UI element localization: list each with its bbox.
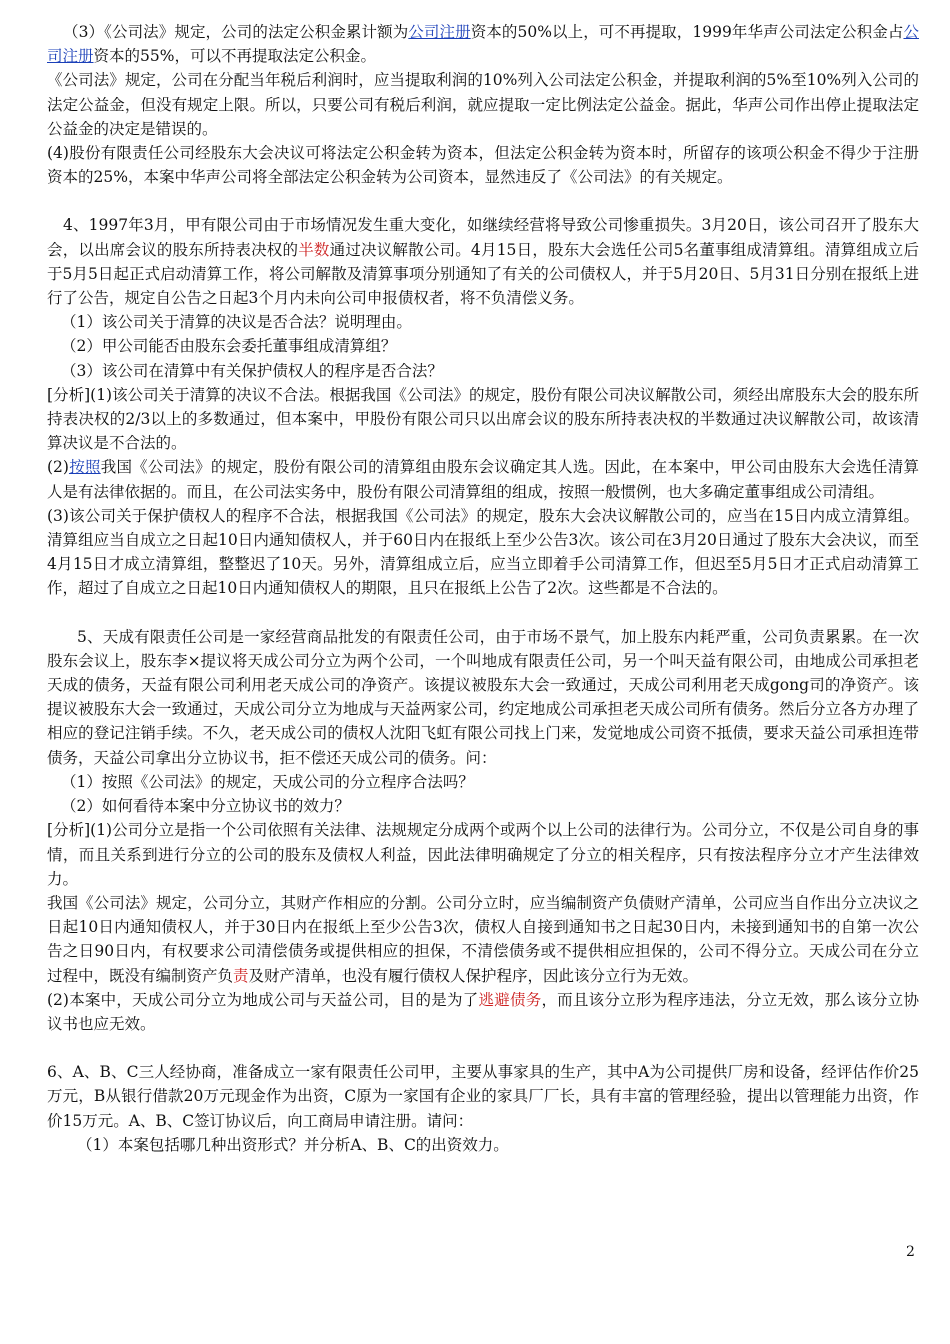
paragraph-reserve-to-capital: (4)股份有限责任公司经股东大会决议可将法定公积金转为资本，但法定公积金转为资本时，所留存的该项公积金不得少于注册资本的25%，本案中华声公司将全部法定公积金转为公司资本，显然违反了《公司法》的有关规定。 (47, 144, 919, 187)
case-5-analysis-2: 我国《公司法》规定，公司分立，其财产作相应的分割。公司分立时，应当编制资产负债财产清单，公司应当自作出分立决议之日起10日内通知债权人，并于30日内在报纸上至少公告3次，债权人自接到通知书之日起30日内，未接到通知书的自第一次公告之日90日内，有权要求公司清偿债务或提供相应的担保，不清偿债务或不提供相应担保的，公司不得分立。天成公司在分立过程中，既没有编制资产负责及财产清单，也没有履行债权人保护程序，因此该分立行为无效。 (47, 893, 919, 985)
according-to-link[interactable]: 按照 (68, 458, 101, 477)
case-6-text: 6、A、B、C三人经协商，准备成立一家有限责任公司甲，主要从事家具的生产，其中A为公司提供厂房和设备，经评估作价25万元，B从银行借款20万元现金作为出资，C原为一家国有企业的家具厂厂长，具有丰富的管理经验，提出以管理能力出资，作价15万元。A、B、C签订协议后，向工商局申请注册。请问： (47, 1063, 919, 1130)
paragraph-statutory-reserve: （3）《公司法》规定，公司的法定公积金累计额为公司注册资本的50%以上，可不再提取，1999年华声公司法定公积金占公司注册资本的55%，可以不再提取法定公积金。 (47, 23, 919, 66)
page-number: 2 (906, 1244, 915, 1260)
case-4-question-3: （3）该公司在清算中有关保护债权人的程序是否合法？ (61, 361, 443, 380)
case-4-analysis-1: [分析](1)该公司关于清算的决议不合法。根据我国《公司法》的规定，股份有限公司决议解散公司，须经出席股东大会的股东所持表决权的2/3以上的多数通过，但本案中，甲股份有限公司只以出席会议的股东所持表决权的半数通过决议解散公司，故该清算决议是不合法的。 (47, 385, 919, 453)
highlight-half: 半数 (298, 240, 330, 259)
case-4-analysis-3: (3)该公司关于保护债权人的程序不合法，根据我国《公司法》的规定，股东大会决议解散公司的，应当在15日内成立清算组。清算组应当自成立之日起10日内通知债权人，并于60日内在报纸上至少公告3次。该公司在3月20日通过了股东大会决议，而至4月15日才成立清算组，整整迟了10天。另外，清算组成立后，应当立即着手公司清算工作，但迟至5月5日才正式启动清算工作，超过了自成立之日起10日内通知债权人的期限，且只在报纸上公告了2次。这些都是不合法的。 (47, 506, 919, 598)
case-5-analysis-3: (2)本案中，天成公司分立为地成公司与天益公司，目的是为了逃避债务，而且该分立形为程序违法，分立无效，那么该分立协议书也应无效。 (47, 990, 919, 1033)
case-4-analysis-2: (2)按照我国《公司法》的规定，股份有限公司的清算组由股东会议确定其人选。因此，在本案中，甲公司由股东大会选任清算人是有法律依据的。而且，在公司法实务中，股份有限公司清算组的组成，按照一般惯例，也大多确定董事组成公司清组。 (47, 458, 919, 501)
case-6-question-1: （1）本案包括哪几种出资形式？并分析A、B、C的出资效力。 (77, 1135, 509, 1154)
highlight-evade-debt: 逃避债务 (478, 990, 542, 1009)
spacer (47, 1036, 919, 1060)
spacer (47, 189, 919, 213)
paragraph-public-welfare-fund: 《公司法》规定，公司在分配当年税后利润时，应当提取利润的10%列入公司法定公积金，并提取利润的5%至10%列入公司的法定公益金，但没有规定上限。所以，只要公司有税后利润，就应提取一定比例法定公益金。据此，华声公司作出停止提取法定公益金的决定是错误的。 (47, 71, 919, 138)
case-4-question-2: （2）甲公司能否由股东会委托董事组成清算组？ (61, 337, 397, 356)
case-5-analysis-1: [分析](1)公司分立是指一个公司依照有关法律、法规规定分成两个或两个以上公司的法律行为。公司分立，不仅是公司自身的事情，而且关系到进行分立的公司的股东及债权人利益，因此法律明确规定了分立的相关程序，只有按法程序分立才产生法律效力。 (47, 821, 919, 888)
spacer (47, 601, 919, 625)
case-4-text: 4、1997年3月，甲有限公司由于市场情况发生重大变化，如继续经营将导致公司惨重损失。3月20日，该公司召开了股东大会，以出席会议的股东所持表决权的半数通过决议解散公司。4月15日，股东大会选任公司5名董事组成清算组。清算组成立后于5月5日起正式启动清算工作，将公司解散及清算事项分别通知了有关的公司债权人，并于5月20日、5月31日分别在报纸上进行了公告，规定自公告之日起3个月内未向公司申报债权者，将不负清偿义务。 (47, 216, 919, 308)
company-registration-link-1[interactable]: 公司注册 (408, 23, 471, 41)
case-5-question-1: （1）按照《公司法》的规定，天成公司的分立程序合法吗？ (61, 772, 474, 791)
case-5-question-2: （2）如何看待本案中分立协议书的效力？ (61, 797, 350, 816)
case-4-question-1: （1）该公司关于清算的决议是否合法？说明理由。 (61, 313, 412, 332)
highlight-liability: 责 (233, 966, 249, 985)
document-page (47, 20, 919, 1157)
company-registration-link-2[interactable]: 公司注册 (47, 23, 919, 66)
case-5-text: 5、天成有限责任公司是一家经营商品批发的有限责任公司，由于市场不景气，加上股东内耗严重，公司负责累累。在一次股东会议上，股东李×提议将天成公司分立为两个公司，一个叫地成有限责任公司，另一个叫天益有限公司，由地成公司承担老天成的债务，天益有限公司利用老天成公司的净资产。该提议被股东大会一致通过，天成公司利用老天成gong司的净资产。该提议被股东大会一致通过，天成公司分立为地成与天益两家公司，约定地成公司承担老天成公司所有债务。然后分立各方办理了相应的登记注销手续。不久，老天成公司的债权人沈阳飞虹有限公司找上门来，发觉地成公司资不抵债，要求天益公司承担连带债务，天益公司拿出分立协议书，拒不偿还天成公司的债务。问： (47, 627, 919, 767)
